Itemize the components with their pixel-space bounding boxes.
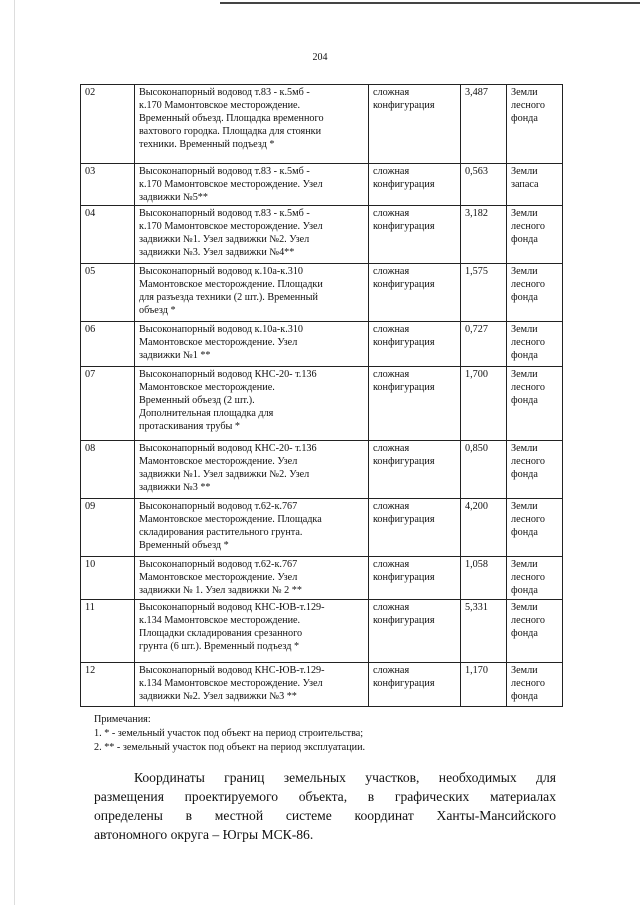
land-category: [507, 264, 563, 322]
row-number: 08: [81, 441, 135, 499]
plot-configuration: [369, 85, 461, 164]
plot-configuration: [369, 264, 461, 322]
row-number: 10: [81, 557, 135, 600]
plot-area: 3,487: [461, 85, 507, 164]
page-number: 204: [312, 52, 328, 63]
land-category: [507, 441, 563, 499]
land-category-text: Земли лесного фонда: [511, 87, 545, 124]
plot-configuration: [369, 322, 461, 367]
plot-area: 4,200: [461, 499, 507, 557]
plot-area: 1,575: [461, 264, 507, 322]
land-category-text: Земли лесного фонда: [511, 559, 545, 596]
plot-configuration: [369, 367, 461, 441]
row-number: 05: [81, 264, 135, 322]
plot-name: [135, 557, 369, 600]
row-number: 07: [81, 367, 135, 441]
plot-configuration: [369, 600, 461, 663]
plot-configuration-text: сложная конфигурация: [373, 87, 435, 111]
plot-configuration: [369, 557, 461, 600]
table-row: [81, 600, 563, 663]
plot-name: [135, 600, 369, 663]
table-row: [81, 206, 563, 264]
land-category-text: Земли лесного фонда: [511, 665, 545, 702]
plot-name-text: Высоконапорный водовод т.62-к.767 Мамонтовское месторождение. Узел задвижки № 1. Узел задвижки № 2 **: [139, 559, 302, 596]
scan-edge: [14, 0, 15, 905]
table-row: [81, 264, 563, 322]
land-category: [507, 367, 563, 441]
plot-configuration-text: сложная конфигурация: [373, 602, 435, 626]
land-category-text: Земли запаса: [511, 166, 539, 190]
plot-configuration-text: сложная конфигурация: [373, 559, 435, 583]
plot-name-text: Высоконапорный водовод к.10а-к.310 Мамонтовское месторождение. Узел задвижки №1 **: [139, 324, 304, 361]
plot-name: [135, 367, 369, 441]
table-body: [81, 85, 563, 707]
row-number: 04: [81, 206, 135, 264]
plot-configuration-text: сложная конфигурация: [373, 369, 435, 393]
table-row: [81, 322, 563, 367]
land-category: [507, 164, 563, 206]
plot-configuration: [369, 663, 461, 707]
plot-name: [135, 441, 369, 499]
land-category: [507, 663, 563, 707]
plot-area: 0,850: [461, 441, 507, 499]
plot-name-text: Высоконапорный водовод т.83 - к.5мб - к.170 Мамонтовское месторождение. Временный объезд. Площадка временного вахтового городка. Площадка для стоянки техники. Временный подъезд *: [139, 87, 324, 150]
plot-area: 3,182: [461, 206, 507, 264]
plot-configuration-text: сложная конфигурация: [373, 208, 435, 232]
plot-configuration: [369, 441, 461, 499]
paragraph-line: размещения проектируемого объекта, в графических материалах: [94, 789, 556, 804]
note-item: 1. * - земельный участок под объект на период строительства;: [94, 728, 364, 739]
land-category: [507, 557, 563, 600]
plot-configuration: [369, 164, 461, 206]
plot-name-text: Высоконапорный водовод т.62-к.767 Мамонтовское месторождение. Площадка складирования растительного грунта. Временный объезд *: [139, 501, 322, 551]
land-category-text: Земли лесного фонда: [511, 501, 545, 538]
plot-area: 0,727: [461, 322, 507, 367]
table-row: [81, 441, 563, 499]
plot-name-text: Высоконапорный водовод КНС-20- т.136 Мамонтовское месторождение. Узел задвижки №1. Узел задвижки №2. Узел задвижки №3 **: [139, 443, 317, 493]
notes: [94, 713, 365, 755]
land-category-text: Земли лесного фонда: [511, 208, 545, 245]
land-category: [507, 322, 563, 367]
land-category: [507, 499, 563, 557]
plot-name-text: Высоконапорный водовод к.10а-к.310 Мамонтовское месторождение. Площадки для разъезда техники (2 шт.). Временный объезд *: [139, 266, 323, 316]
land-plots-table: [80, 84, 563, 707]
notes-title: Примечания:: [94, 714, 151, 725]
plot-configuration-text: сложная конфигурация: [373, 266, 435, 290]
row-number: 03: [81, 164, 135, 206]
land-category: [507, 206, 563, 264]
paragraph-line: определены в местной системе координат Ханты-Мансийского: [94, 808, 556, 823]
plot-name: [135, 206, 369, 264]
land-category-text: Земли лесного фонда: [511, 369, 545, 406]
plot-configuration-text: сложная конфигурация: [373, 166, 435, 190]
plot-name-text: Высоконапорный водовод КНС-20- т.136 Мамонтовское месторождение. Временный объезд (2 шт.). Дополнительная площадка для протаскивания трубы *: [139, 369, 317, 432]
plot-area: 5,331: [461, 600, 507, 663]
plot-configuration-text: сложная конфигурация: [373, 501, 435, 525]
table-row: [81, 499, 563, 557]
note-item: 2. ** - земельный участок под объект на период эксплуатации.: [94, 742, 366, 753]
plot-configuration: [369, 499, 461, 557]
plot-name: [135, 499, 369, 557]
land-category: [507, 600, 563, 663]
plot-name-text: Высоконапорный водовод КНС-ЮВ-т.129- к.134 Мамонтовское месторождение. Узел задвижки №2. Узел задвижки №3 **: [139, 665, 325, 702]
plot-name: [135, 264, 369, 322]
plot-configuration-text: сложная конфигурация: [373, 665, 435, 689]
plot-name: [135, 164, 369, 206]
plot-name: [135, 663, 369, 707]
row-number: 11: [81, 600, 135, 663]
coordinates-paragraph: [94, 768, 556, 844]
row-number: 09: [81, 499, 135, 557]
land-category-text: Земли лесного фонда: [511, 602, 545, 639]
paragraph-line: Координаты границ земельных участков, необходимых для: [134, 770, 556, 785]
plot-area: 1,058: [461, 557, 507, 600]
table-row: [81, 557, 563, 600]
plot-name: [135, 85, 369, 164]
scan-artifact-line: [220, 2, 640, 4]
plot-configuration: [369, 206, 461, 264]
plot-name-text: Высоконапорный водовод т.83 - к.5мб - к.170 Мамонтовское месторождение. Узел задвижки №5**: [139, 166, 323, 203]
land-category-text: Земли лесного фонда: [511, 324, 545, 361]
plot-name-text: Высоконапорный водовод т.83 - к.5мб - к.170 Мамонтовское месторождение. Узел задвижки №1. Узел задвижки №2. Узел задвижки №3. Узел задвижки №4**: [139, 208, 323, 258]
land-category-text: Земли лесного фонда: [511, 266, 545, 303]
plot-configuration-text: сложная конфигурация: [373, 443, 435, 467]
land-category-text: Земли лесного фонда: [511, 443, 545, 480]
land-category: [507, 85, 563, 164]
row-number: 12: [81, 663, 135, 707]
table-row: [81, 367, 563, 441]
plot-name: [135, 322, 369, 367]
table-row: [81, 164, 563, 206]
plot-area: 1,700: [461, 367, 507, 441]
row-number: 02: [81, 85, 135, 164]
plot-area: 1,170: [461, 663, 507, 707]
plot-area: 0,563: [461, 164, 507, 206]
plot-configuration-text: сложная конфигурация: [373, 324, 435, 348]
table-row: [81, 663, 563, 707]
plot-name-text: Высоконапорный водовод КНС-ЮВ-т.129- к.134 Мамонтовское месторождение. Площадки складирования срезанного грунта (6 шт.). Временный подъезд *: [139, 602, 325, 652]
table-row: [81, 85, 563, 164]
row-number: 06: [81, 322, 135, 367]
paragraph-line: автономного округа – Югры МСК-86.: [94, 827, 314, 842]
